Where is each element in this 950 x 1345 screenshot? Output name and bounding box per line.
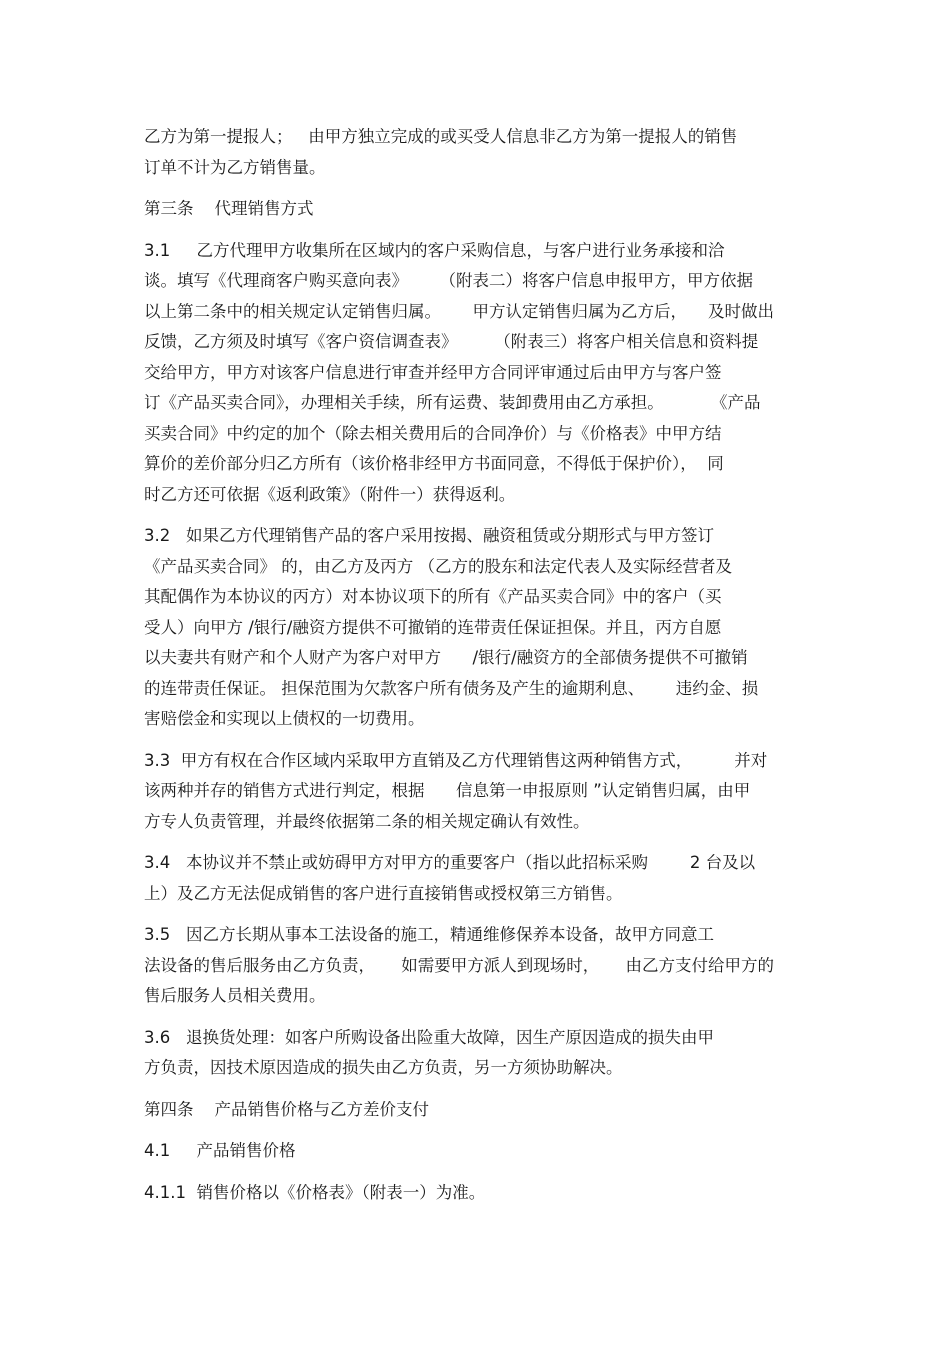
text-line: 售后服务人员相关费用。 bbox=[144, 986, 326, 1005]
text-line: 方专人负责管理，并最终依据第二条的相关规定确认有效性。 bbox=[144, 811, 590, 831]
text-line: 该两种并存的销售方式进行判定，根据 信息第一申报原则 ”认定销售归属，由甲 bbox=[144, 781, 751, 800]
text-line: 害赔偿金和实现以上债权的一切费用。 bbox=[144, 709, 425, 728]
paragraph-2-continued bbox=[144, 122, 812, 183]
text-line: 受人）向甲方 /银行/融资方提供不可撤销的连带责任保证担保。并且，丙方自愿 bbox=[144, 617, 722, 637]
text-line: 3.1 乙方代理甲方收集所在区域内的客户采购信息，与客户进行业务承接和洽 bbox=[144, 240, 725, 260]
text-line: 以上第二条中的相关规定认定销售归属。 甲方认定销售归属为乙方后， 及时做出 bbox=[144, 301, 774, 321]
text-line: 交给甲方，甲方对该客户信息进行审查并经甲方合同评审通过后由甲方与客户签 bbox=[144, 362, 722, 382]
text-line: 订《产品买卖合同》，办理相关手续，所有运费、装卸费用由乙方承担。 《产品 bbox=[144, 393, 761, 412]
text-line: 法设备的售后服务由乙方负责， 如需要甲方派人到现场时， 由乙方支付给甲方的 bbox=[144, 955, 774, 975]
text-line: 订单不计为乙方销售量。 bbox=[144, 157, 326, 177]
clause-3-3 bbox=[144, 746, 812, 838]
text-line: 3.6 退换货处理：如客户所购设备出险重大故障，因生产原因造成的损失由甲 bbox=[144, 1027, 714, 1047]
text-line: 算价的差价部分归乙方所有（该价格非经甲方书面同意，不得低于保护价）， 同 bbox=[144, 454, 724, 473]
text-line: 的连带责任保证。 担保范围为欠款客户所有债务及产生的逾期利息、 违约金、损 bbox=[144, 678, 759, 698]
text-line: 3.2 如果乙方代理销售产品的客户采用按揭、融资租赁或分期形式与甲方签订 bbox=[144, 526, 714, 545]
text-line: 反馈，乙方须及时填写《客户资信调查表》 （附表三）将客户相关信息和资料提 bbox=[144, 332, 759, 351]
clause-3-6 bbox=[144, 1023, 812, 1084]
text-line: 3.3 甲方有权在合作区域内采取甲方直销及乙方代理销售这两种销售方式， 并对 bbox=[144, 750, 768, 770]
text-line: 以夫妻共有财产和个人财产为客户对甲方 /银行/融资方的全部债务提供不可撤销 bbox=[144, 648, 748, 667]
text-line: 谈。填写《代理商客户购买意向表》 （附表二）将客户信息申报甲方，甲方依据 bbox=[144, 271, 753, 290]
clause-4-1-1: 4.1.1 销售价格以《价格表》（附表一）为准。 bbox=[144, 1182, 486, 1202]
clause-3-2 bbox=[144, 521, 812, 735]
text-line: 方负责，因技术原因造成的损失由乙方负责，另一方须协助解决。 bbox=[144, 1058, 623, 1077]
clause-3-1 bbox=[144, 236, 812, 511]
text-line: 时乙方还可依据《返利政策》（附件一）获得返利。 bbox=[144, 484, 516, 504]
text-line: 乙方为第一提报人； 由甲方独立完成的或买受人信息非乙方为第一提报人的销售 bbox=[144, 127, 738, 146]
article-4-heading: 第四条 产品销售价格与乙方差价支付 bbox=[144, 1099, 429, 1119]
text-line: 其配偶作为本协议的丙方）对本协议项下的所有《产品买卖合同》中的客户（买 bbox=[144, 587, 722, 606]
clause-3-5 bbox=[144, 920, 812, 1012]
text-line: 3.4 本协议并不禁止或妨碍甲方对甲方的重要客户（指以此招标采购 2 台及以 bbox=[144, 853, 756, 872]
text-line: 3.5 因乙方长期从事本工法设备的施工，精通维修保养本设备，故甲方同意工 bbox=[144, 925, 714, 944]
clause-4-1-heading: 4.1 产品销售价格 bbox=[144, 1141, 296, 1160]
text-line: 上）及乙方无法促成销售的客户进行直接销售或授权第三方销售。 bbox=[144, 883, 623, 903]
text-line: 买卖合同》中约定的加个（除去相关费用后的合同净价）与《价格表》中甲方结 bbox=[144, 423, 722, 443]
article-3-heading: 第三条 代理销售方式 bbox=[144, 199, 314, 218]
text-line: 《产品买卖合同》 的，由乙方及丙方 （乙方的股东和法定代表人及实际经营者及 bbox=[144, 556, 732, 576]
clause-3-4 bbox=[144, 848, 812, 909]
document-body bbox=[144, 122, 812, 1219]
